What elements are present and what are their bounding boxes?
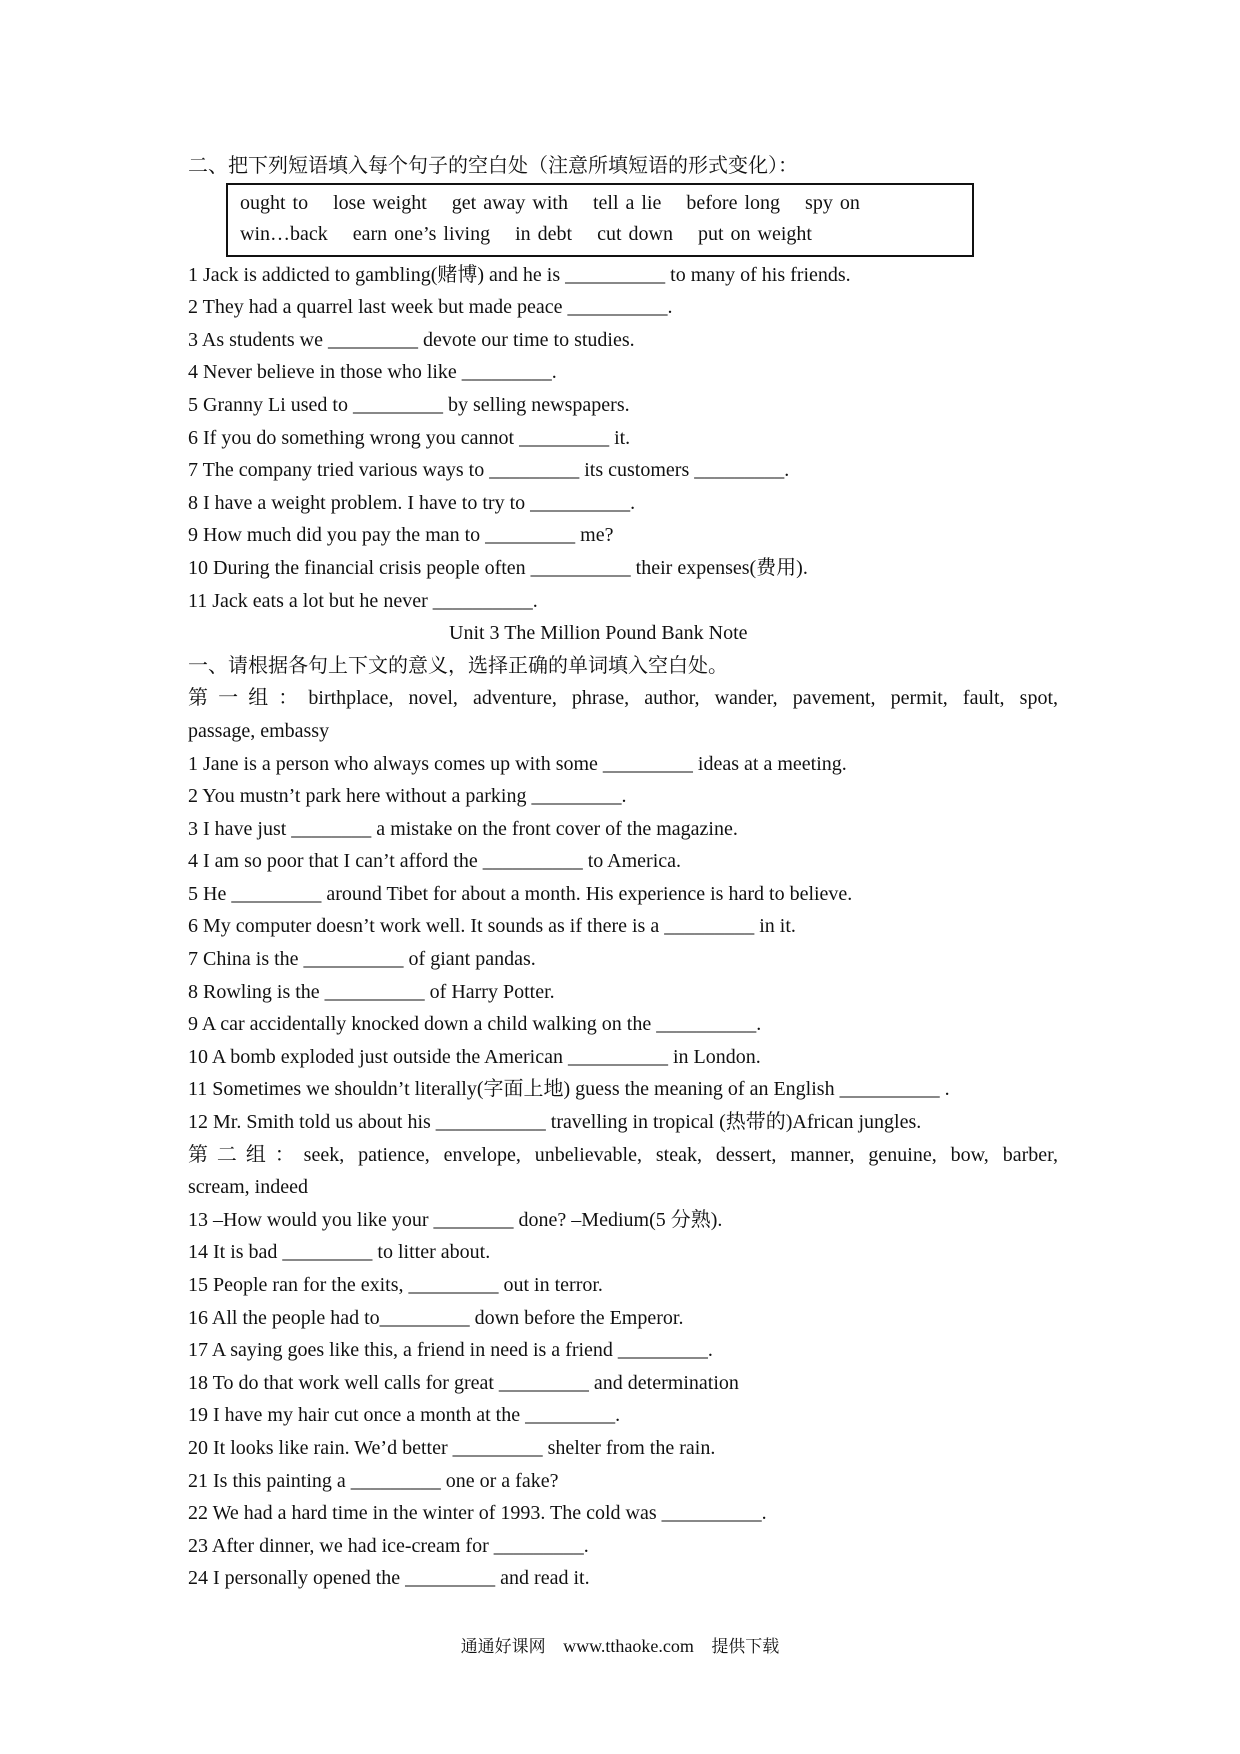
phrase-sentence-list bbox=[188, 259, 1058, 618]
exercise-sentence: 21 Is this painting a _________ one or a fake? bbox=[188, 1469, 559, 1492]
phrase: lose weight bbox=[333, 191, 427, 214]
phrase: in debt bbox=[515, 222, 573, 245]
exercise-sentence: 14 It is bad _________ to litter about. bbox=[188, 1241, 491, 1264]
exercise-sentence: 3 As students we _________ devote our time to studies. bbox=[188, 328, 635, 351]
exercise-sentence: 18 To do that work well calls for great _________ and determination bbox=[188, 1371, 739, 1394]
exercise-sentence: 4 I am so poor that I can’t afford the __________ to America. bbox=[188, 850, 682, 873]
exercise-sentence: 17 A saying goes like this, a friend in need is a friend _________. bbox=[188, 1339, 713, 1362]
exercise-sentence: 5 He _________ around Tibet for about a month. His experience is hard to believe. bbox=[188, 882, 853, 905]
group1-word-bank: 第一组：birthplace, novel, adventure, phrase, author, wander, pavement, permit, fault, spot, bbox=[188, 687, 1058, 710]
exercise-sentence: 6 If you do something wrong you cannot _________ it. bbox=[188, 426, 631, 449]
exercise-sentence: 1 Jane is a person who always comes up with some _________ ideas at a meeting. bbox=[188, 752, 847, 775]
exercise-sentence: 16 All the people had to_________ down before the Emperor. bbox=[188, 1306, 684, 1329]
exercise-sentence: 2 They had a quarrel last week but made peace __________. bbox=[188, 296, 673, 319]
exercise-sentence: 13 –How would you like your ________ done? –Medium(5 分熟). bbox=[188, 1208, 723, 1231]
unit-title: Unit 3 The Million Pound Bank Note bbox=[449, 622, 748, 645]
group2-word-bank: 第二组：seek, patience, envelope, unbelievable, steak, dessert, manner, genuine, bow, barber, bbox=[188, 1143, 1058, 1166]
exercise-sentence: 23 After dinner, we had ice-cream for _________. bbox=[188, 1534, 589, 1557]
phrase: earn one’s living bbox=[352, 222, 491, 245]
exercise-sentence: 3 I have just ________ a mistake on the front cover of the magazine. bbox=[188, 817, 738, 840]
phrase: spy on bbox=[805, 191, 860, 214]
group2-word-bank-cont: scream, indeed bbox=[188, 1176, 308, 1199]
exercise-sentence: 11 Jack eats a lot but he never __________. bbox=[188, 589, 538, 612]
phrase: ought to bbox=[240, 191, 309, 214]
exercise-sentence: 24 I personally opened the _________ and read it. bbox=[188, 1567, 590, 1590]
exercise-sentence: 12 Mr. Smith told us about his ___________ travelling in tropical (热带的)African jungles. bbox=[188, 1111, 922, 1134]
page-footer bbox=[0, 1632, 1240, 1657]
exercise-sentence: 8 I have a weight problem. I have to try to __________. bbox=[188, 491, 636, 514]
phrase-row-2 bbox=[240, 219, 960, 250]
phrase: put on weight bbox=[697, 222, 812, 245]
exercise-sentence: 10 During the financial crisis people often __________ their expenses(费用). bbox=[188, 556, 808, 579]
phrase-row-1 bbox=[240, 188, 960, 219]
group1-sentence-list bbox=[188, 748, 1058, 1139]
exercise-sentence: 9 How much did you pay the man to _________ me? bbox=[188, 524, 614, 547]
section2-instruction: 二、把下列短语填入每个句子的空白处（注意所填短语的形式变化）： bbox=[188, 155, 798, 177]
exercise-sentence: 8 Rowling is the __________ of Harry Potter. bbox=[188, 980, 555, 1003]
exercise-sentence: 9 A car accidentally knocked down a child walking on the __________. bbox=[188, 1013, 762, 1036]
exercise-sentence: 6 My computer doesn’t work well. It sounds as if there is a _________ in it. bbox=[188, 915, 796, 938]
phrase: tell a lie bbox=[592, 191, 662, 214]
section1-instruction: 一、请根据各句上下文的意义，选择正确的单词填入空白处。 bbox=[188, 654, 728, 677]
group1-word-bank-cont: passage, embassy bbox=[188, 719, 330, 742]
footer-note: 提供下载 bbox=[711, 1637, 780, 1657]
exercise-sentence: 2 You mustn’t park here without a parking _________. bbox=[188, 785, 627, 808]
phrase: before long bbox=[686, 191, 781, 214]
exercise-sentence: 4 Never believe in those who like _________. bbox=[188, 361, 557, 384]
exercise-sentence: 20 It looks like rain. We’d better _________ shelter from the rain. bbox=[188, 1436, 716, 1459]
phrase: win…back bbox=[240, 222, 328, 245]
exercise-sentence: 1 Jack is addicted to gambling(赌博) and he is __________ to many of his friends. bbox=[188, 263, 851, 286]
phrase: cut down bbox=[597, 222, 673, 245]
footer-site-name: 通通好课网 bbox=[460, 1637, 546, 1657]
worksheet-page bbox=[188, 150, 1058, 1595]
group2-sentence-list bbox=[188, 1204, 1058, 1595]
exercise-sentence: 19 I have my hair cut once a month at the _________. bbox=[188, 1404, 621, 1427]
exercise-sentence: 7 China is the __________ of giant pandas. bbox=[188, 948, 536, 971]
exercise-sentence: 11 Sometimes we shouldn’t literally(字面上地) guess the meaning of an English __________ . bbox=[188, 1078, 950, 1101]
exercise-sentence: 10 A bomb exploded just outside the American __________ in London. bbox=[188, 1045, 761, 1068]
exercise-sentence: 5 Granny Li used to _________ by selling newspapers. bbox=[188, 393, 630, 416]
exercise-sentence: 22 We had a hard time in the winter of 1993. The cold was __________. bbox=[188, 1502, 767, 1525]
footer-url: www.tthaoke.com bbox=[563, 1636, 694, 1656]
phrase-box bbox=[226, 183, 974, 257]
phrase: get away with bbox=[451, 191, 568, 214]
exercise-sentence: 15 People ran for the exits, _________ out in terror. bbox=[188, 1274, 603, 1296]
exercise-sentence: 7 The company tried various ways to _________ its customers _________. bbox=[188, 459, 790, 482]
